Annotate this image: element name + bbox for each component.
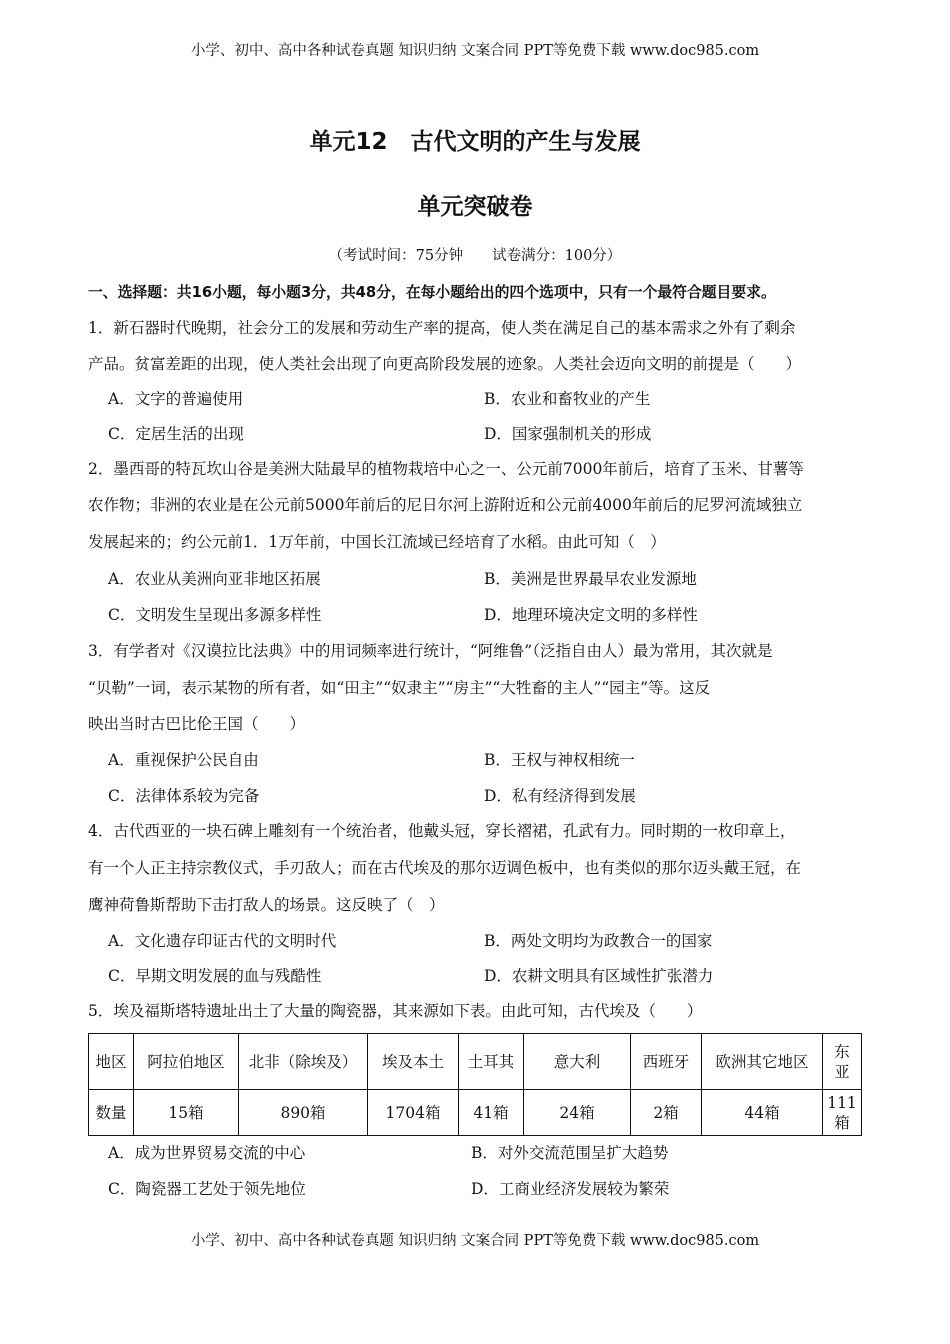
table-cell: 24箱 bbox=[524, 1090, 631, 1136]
question-2-option-c: C．文明发生呈现出多源多样性 bbox=[108, 606, 322, 624]
table-cell: 埃及本土 bbox=[368, 1034, 459, 1090]
table-cell: 地区 bbox=[89, 1034, 134, 1090]
question-5-option-d: D．工商业经济发展较为繁荣 bbox=[471, 1180, 670, 1198]
table-cell: 意大利 bbox=[524, 1034, 631, 1090]
table-row bbox=[89, 1090, 862, 1136]
pottery-origin-table bbox=[88, 1033, 862, 1136]
question-5-option-a: A．成为世界贸易交流的中心 bbox=[108, 1144, 306, 1162]
question-2-stem-line: 2．墨西哥的特瓦坎山谷是美洲大陆最早的植物栽培中心之一、公元前7000年前后，培育了玉米、甘薯等 bbox=[88, 460, 804, 478]
question-1-stem-line: 1．新石器时代晚期，社会分工的发展和劳动生产率的提高，使人类在满足自己的基本需求之外有了剩余 bbox=[88, 319, 796, 337]
page-subtitle: 单元突破卷 bbox=[417, 194, 533, 220]
table-cell: 数量 bbox=[89, 1090, 134, 1136]
table-cell: 890箱 bbox=[239, 1090, 368, 1136]
table-cell: 41箱 bbox=[459, 1090, 524, 1136]
question-2-option-d: D．地理环境决定文明的多样性 bbox=[484, 606, 698, 624]
question-3-option-c: C．法律体系较为完备 bbox=[108, 787, 260, 805]
question-4-option-a: A．文化遗存印证古代的文明时代 bbox=[108, 932, 337, 950]
question-1-stem-line: 产品。贫富差距的出现，使人类社会出现了向更高阶段发展的迹象。人类社会迈向文明的前提是（ ） bbox=[88, 355, 802, 373]
question-5-option-c: C．陶瓷器工艺处于领先地位 bbox=[108, 1180, 306, 1198]
section-heading: 一、选择题：共16小题，每小题3分，共48分，在每小题给出的四个选项中，只有一个最符合题目要求。 bbox=[88, 284, 776, 301]
table-cell: 西班牙 bbox=[631, 1034, 702, 1090]
page-title: 单元12 古代文明的产生与发展 bbox=[309, 129, 641, 155]
question-5-stem-line: 5．埃及福斯塔特遗址出土了大量的陶瓷器，其来源如下表。由此可知，古代埃及（ ） bbox=[88, 1002, 703, 1020]
question-4-stem-line: 鹰神荷鲁斯帮助下击打敌人的场景。这反映了（ ） bbox=[88, 896, 445, 914]
table-cell: 44箱 bbox=[702, 1090, 823, 1136]
question-2-stem-line: 发展起来的；约公元前1．1万年前，中国长江流域已经培育了水稻。由此可知（ ） bbox=[88, 533, 666, 551]
table-cell: 1704箱 bbox=[368, 1090, 459, 1136]
table-header-row bbox=[89, 1034, 862, 1090]
table-cell: 15箱 bbox=[134, 1090, 239, 1136]
question-4-option-b: B．两处文明均为政教合一的国家 bbox=[484, 932, 713, 950]
exam-info: （考试时间：75分钟 试卷满分：100分） bbox=[328, 248, 622, 264]
table-cell: 欧洲其它地区 bbox=[702, 1034, 823, 1090]
question-3-option-d: D．私有经济得到发展 bbox=[484, 787, 636, 805]
page-footer: 小学、初中、高中各种试卷真题 知识归纳 文案合同 PPT等免费下载 www.doc985.com bbox=[190, 1233, 760, 1249]
question-3-stem-line: 3．有学者对《汉谟拉比法典》中的用词频率进行统计，“阿维鲁”（泛指自由人）最为常用，其次就是 bbox=[88, 642, 773, 660]
question-2-option-a: A．农业从美洲向亚非地区拓展 bbox=[108, 570, 321, 588]
question-4-option-d: D．农耕文明具有区域性扩张潜力 bbox=[484, 967, 714, 985]
page-header: 小学、初中、高中各种试卷真题 知识归纳 文案合同 PPT等免费下载 www.doc985.com bbox=[190, 43, 760, 59]
question-3-stem-line: “贝勒”一词，表示某物的所有者，如“田主”“奴隶主”“房主”“大牲畜的主人”“园主”等。这反 bbox=[88, 679, 711, 697]
question-3-stem-line: 映出当时古巴比伦王国（ ） bbox=[88, 715, 306, 733]
table-cell: 北非（除埃及） bbox=[239, 1034, 368, 1090]
question-1-option-b: B．农业和畜牧业的产生 bbox=[484, 390, 651, 408]
question-1-option-d: D．国家强制机关的形成 bbox=[484, 425, 652, 443]
question-3-option-b: B．王权与神权相统一 bbox=[484, 751, 635, 769]
question-2-stem-line: 农作物；非洲的农业是在公元前5000年前后的尼日尔河上游附近和公元前4000年前后的尼罗河流域独立 bbox=[88, 496, 803, 514]
question-5-option-b: B．对外交流范围呈扩大趋势 bbox=[471, 1144, 669, 1162]
question-4-stem-line: 有一个人正主持宗教仪式，手刃敌人；而在古代埃及的那尔迈调色板中，也有类似的那尔迈头戴王冠，在 bbox=[88, 859, 802, 877]
table-cell: 阿拉伯地区 bbox=[134, 1034, 239, 1090]
question-2-option-b: B．美洲是世界最早农业发源地 bbox=[484, 570, 697, 588]
table-cell: 土耳其 bbox=[459, 1034, 524, 1090]
question-4-stem-line: 4．古代西亚的一块石碑上雕刻有一个统治者，他戴头冠，穿长褶裙，孔武有力。同时期的一枚印章上， bbox=[88, 822, 796, 840]
question-3-option-a: A．重视保护公民自由 bbox=[108, 751, 259, 769]
table-cell: 111箱 bbox=[823, 1090, 862, 1136]
table-cell: 2箱 bbox=[631, 1090, 702, 1136]
question-1-option-c: C．定居生活的出现 bbox=[108, 425, 244, 443]
question-1-option-a: A．文字的普遍使用 bbox=[108, 390, 244, 408]
question-4-option-c: C．早期文明发展的血与残酷性 bbox=[108, 967, 322, 985]
table-cell: 东亚 bbox=[823, 1034, 862, 1090]
